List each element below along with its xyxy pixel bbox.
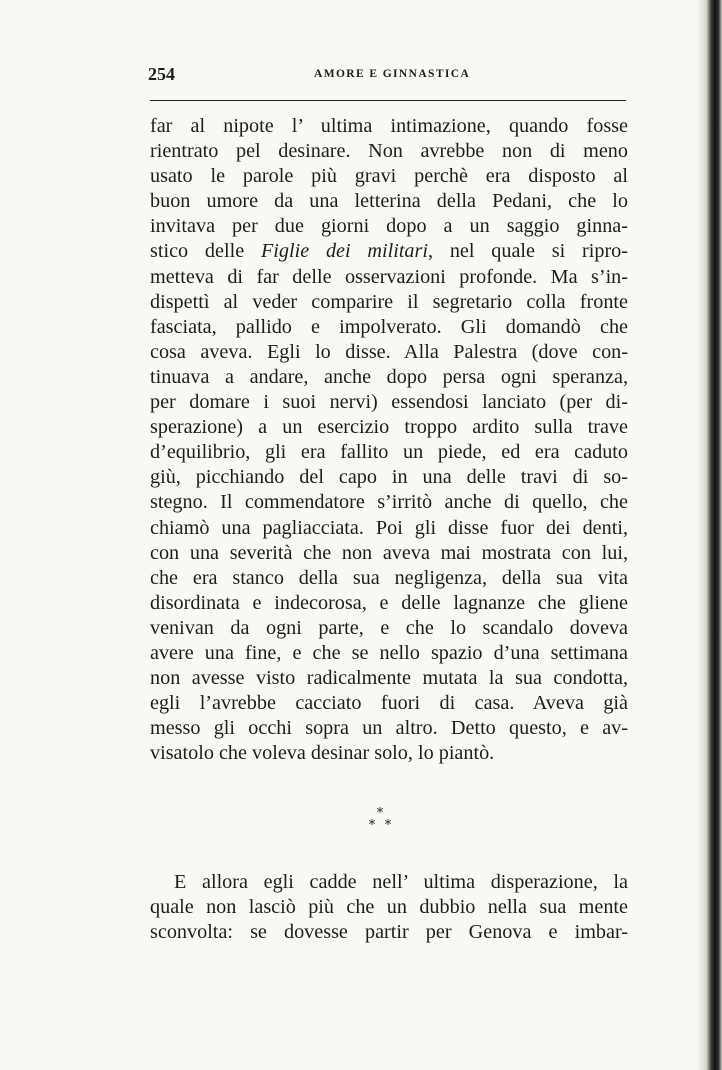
text-line: tinuava a andare, anche dopo persa ogni speranza, — [150, 365, 628, 388]
text-segment: stico delle — [150, 240, 261, 263]
text-line: con una severità che non aveva mai mostrata con lui, — [150, 541, 628, 564]
running-title: AMORE E GINNASTICA — [314, 68, 471, 80]
paragraph-2 — [150, 870, 628, 945]
text-line: egli l’avrebbe cacciato fuori di casa. Aveva già — [150, 692, 628, 715]
italic-title: Figlie dei militari — [260, 240, 428, 263]
text-line: avere una fine, e che se nello spazio d’una settimana — [150, 641, 628, 664]
text-line: quale non lasciò più che un dubbio nella sua mente — [150, 896, 628, 919]
text-line: visatolo che voleva desinar solo, lo piantò. — [150, 742, 495, 765]
text-line: sconvolta: se dovesse partir per Genova e imbar- — [150, 921, 628, 944]
text-line: E allora egli cadde nell’ ultima disperazione, la — [174, 871, 628, 893]
text-line: messo gli occhi sopra un altro. Detto questo, e av- — [150, 717, 628, 740]
text-line: giù, picchiando del capo in una delle travi di so- — [150, 466, 628, 489]
text-line: cosa aveva. Egli lo disse. Alla Palestra (dove con- — [150, 340, 628, 363]
section-break-asterism — [360, 808, 400, 838]
paragraph-1 — [150, 114, 628, 766]
text-line: sperazione) a un esercizio troppo ardito sulla trave — [150, 416, 628, 439]
asterism-top: * — [376, 806, 384, 821]
asterism-bottom — [360, 820, 400, 832]
text-line: metteva di far delle osservazioni profonde. Ma s’in- — [150, 265, 628, 288]
text-line: d’equilibrio, gli era fallito un piede, ed era caduto — [150, 441, 628, 464]
text-line: rientrato pel desinare. Non avrebbe non di meno — [150, 140, 628, 163]
asterism-bottom-left: * — [368, 818, 376, 833]
book-spine-edge — [698, 0, 722, 1070]
text-line: buon umore da una letterina della Pedani, che lo — [150, 190, 628, 213]
text-line: che era stanco della sua negligenza, della sua vita — [150, 566, 628, 589]
text-line: usato le parole più gravi perchè era disposto al — [150, 165, 628, 188]
text-line: stegno. Il commendatore s’irritò anche di quello, che — [150, 491, 628, 514]
text-line: invitava per due giorni dopo a un saggio ginna- — [150, 215, 628, 238]
page-number: 254 — [148, 64, 175, 84]
text-line: far al nipote l’ ultima intimazione, quando fosse — [150, 115, 628, 137]
header-rule — [150, 100, 626, 101]
text-line: fasciata, pallido e impolverato. Gli domandò che — [150, 315, 628, 338]
page-header — [148, 64, 628, 88]
text-line: chiamò una pagliacciata. Poi gli disse fuor dei denti, — [150, 516, 628, 539]
text-line: venivan da ogni parte, e che lo scandalo doveva — [150, 616, 628, 639]
asterism-bottom-right: * — [384, 818, 392, 833]
text-segment: , nel quale si ripro- — [427, 240, 629, 263]
text-line-with-italic-title — [150, 239, 628, 264]
text-line: non avesse visto radicalmente mutata la sua condotta, — [150, 667, 628, 690]
text-line: per domare i suoi nervi) essendosi lanciato (per di- — [150, 391, 628, 414]
text-line: dispettì al veder comparire il segretario colla fronte — [150, 290, 628, 313]
text-line: disordinata e indecorosa, e delle lagnanze che gliene — [150, 591, 628, 614]
